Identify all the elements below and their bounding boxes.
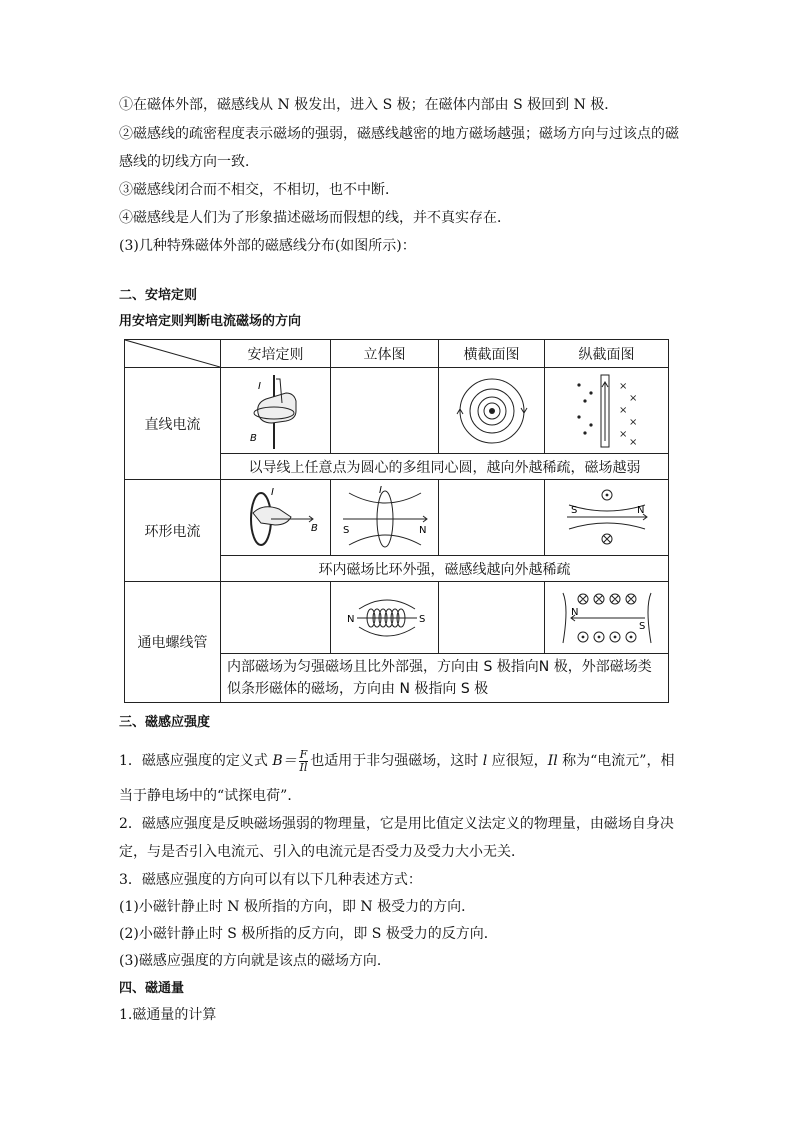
fig-straight-3d <box>331 368 439 454</box>
svg-text:I: I <box>270 486 274 498</box>
svg-text:×: × <box>628 416 637 428</box>
svg-text:B: B <box>310 522 318 534</box>
fig-ring-longitudinal <box>545 480 669 556</box>
section3-item2-line2: 定，与是否引入电流元、引入的电流元是否受力及受力大小无关． <box>119 844 525 860</box>
formula-lhs: B＝ <box>272 753 297 769</box>
svg-text:I: I <box>378 484 382 496</box>
header-3d-view: 立体图 <box>331 340 439 368</box>
row-label-ring-current: 环形电流 <box>125 480 221 582</box>
svg-text:N: N <box>418 524 426 536</box>
svg-text:S: S <box>570 504 577 516</box>
fig-straight-hand <box>221 368 331 454</box>
svg-text:×: × <box>618 404 627 416</box>
ring-section-icon <box>557 483 657 553</box>
desc-solenoid <box>221 654 669 703</box>
formula-numerator: F <box>299 747 308 761</box>
section3-sub2: (2)小磁针静止时 S 极所指的反方向，即 S 极受力的反方向． <box>119 926 498 942</box>
var-Il: Il <box>547 753 558 769</box>
item1-suffix-c: 称为“电流元”，相 <box>557 753 675 769</box>
svg-text:×: × <box>628 436 637 448</box>
svg-text:N: N <box>570 606 578 618</box>
fig-ring-hand <box>221 480 331 556</box>
section3-item2-line1: 2．磁感应强度是反映磁场强弱的物理量，它是用比值定义法定义的物理量，由磁场自身决 <box>119 816 674 832</box>
svg-text:×: × <box>618 428 627 440</box>
section2-heading: 二、安培定则 <box>119 288 198 303</box>
fig-solenoid-hand <box>221 582 331 654</box>
svg-text:×: × <box>618 380 627 392</box>
svg-text:S: S <box>638 620 645 632</box>
fig-solenoid-3d <box>331 582 439 654</box>
desc-solenoid-line-1: 内部磁场为匀强磁场且比外部强，方向由 S 极指向N 极，外部磁场类 <box>227 659 652 675</box>
fig-ring-3d <box>331 480 439 556</box>
section3-item1-line1 <box>119 748 674 774</box>
fig-straight-cross-section <box>439 368 545 454</box>
intro-line-1: ①在磁体外部，磁感线从 N 极发出，进入 S 极；在磁体内部由 S 极回到 N 极． <box>119 97 619 113</box>
desc-straight-current: 以导线上任意点为圆心的多组同心圆，越向外越稀疏，磁场越弱 <box>221 454 669 480</box>
desc-ring-current: 环内磁场比环外强，磁感线越向外越稀疏 <box>221 556 669 582</box>
section3-item3: 3．磁感应强度的方向可以有以下几种表述方式： <box>119 872 422 888</box>
ampere-rule-table <box>124 339 669 703</box>
section3-sub3: (3)磁感应强度的方向就是该点的磁场方向． <box>119 953 391 969</box>
intro-line-3: 感线的切线方向一致． <box>119 154 259 170</box>
diagonal-line <box>125 340 220 367</box>
svg-text:×: × <box>628 392 637 404</box>
header-longitudinal-section: 纵截面图 <box>545 340 669 368</box>
item1-prefix: 1．磁感应强度的定义式 <box>119 753 273 769</box>
svg-text:S: S <box>342 524 349 536</box>
svg-text:B: B <box>249 432 257 444</box>
intro-line-6: (3)几种特殊磁体外部的磁感线分布(如图所示)： <box>119 238 416 254</box>
svg-text:N: N <box>636 504 644 516</box>
header-cross-section: 横截面图 <box>439 340 545 368</box>
dots-and-crosses-icon <box>567 371 647 451</box>
right-hand-ring-icon <box>231 483 321 553</box>
svg-text:N: N <box>346 613 354 625</box>
var-l: l <box>482 753 488 769</box>
fig-ring-cross-section <box>439 480 545 556</box>
svg-text:I: I <box>257 380 261 392</box>
ring-3d-icon <box>335 483 435 553</box>
section3-heading: 三、磁感应强度 <box>119 715 211 730</box>
section3-sub1: (1)小磁针静止时 N 极所指的方向，即 N 极受力的方向． <box>119 899 476 915</box>
item1-suffix-a: 也适用于非匀强磁场，这时 <box>310 753 483 769</box>
concentric-circles-icon <box>452 371 532 451</box>
row-label-solenoid: 通电螺线管 <box>125 582 221 703</box>
header-ampere-rule: 安培定则 <box>221 340 331 368</box>
section2-subheading: 用安培定则判断电流磁场的方向 <box>119 314 302 329</box>
row-label-straight-current: 直线电流 <box>125 368 221 480</box>
formula-fraction <box>299 749 309 774</box>
intro-line-5: ④磁感线是人们为了形象描述磁场而假想的线，并不真实存在． <box>119 210 511 226</box>
fig-solenoid-longitudinal <box>545 582 669 654</box>
intro-line-4: ③磁感线闭合而不相交，不相切，也不中断． <box>119 182 399 198</box>
section4-sub1: 1.磁通量的计算 <box>119 1007 217 1023</box>
fig-solenoid-cross-section <box>439 582 545 654</box>
desc-solenoid-line-2: 似条形磁体的磁场，方向由 N 极指向 S 极 <box>227 681 489 697</box>
formula-denominator: Il <box>299 760 308 774</box>
table-corner-cell <box>125 340 221 368</box>
svg-text:S: S <box>418 613 425 625</box>
solenoid-3d-icon <box>335 585 435 651</box>
fig-straight-longitudinal <box>545 368 669 454</box>
section3-item1-line2: 当于静电场中的“试探电荷”． <box>119 788 302 804</box>
right-hand-straight-icon <box>236 371 316 451</box>
solenoid-section-icon <box>557 585 657 651</box>
item1-suffix-b: 应很短， <box>487 753 548 769</box>
section4-heading: 四、磁通量 <box>119 981 185 996</box>
intro-line-2: ②磁感线的疏密程度表示磁场的强弱，磁感线越密的地方磁场越强；磁场方向与过该点的磁 <box>119 126 679 142</box>
